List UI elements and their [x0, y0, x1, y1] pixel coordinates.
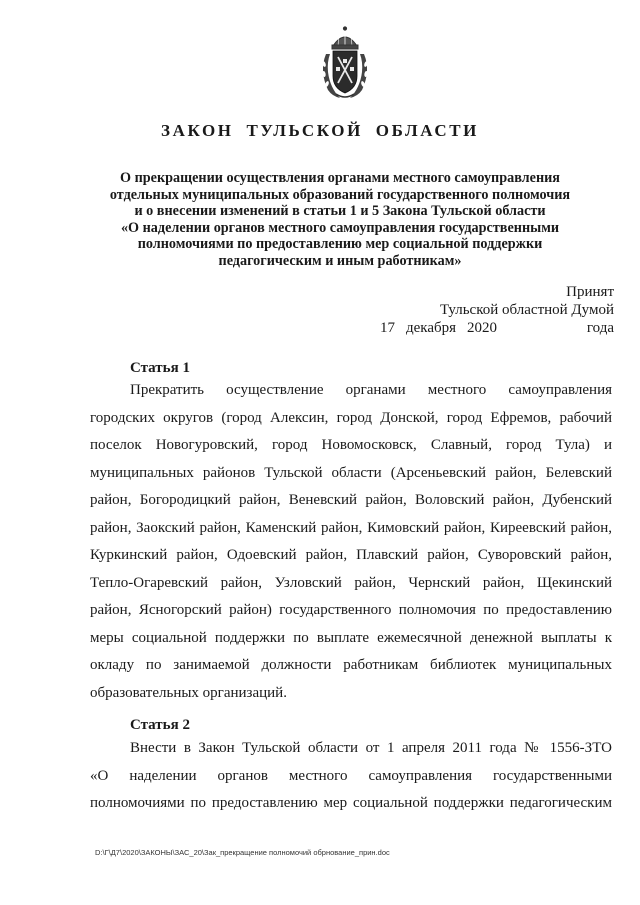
adopted-label: Принят — [566, 284, 614, 300]
article-line: Прекратить осуществление органами местного самоуправления — [130, 382, 612, 398]
article-line: меры социальной поддержки по выплате ежемесячной денежной выплаты к — [90, 629, 612, 646]
subject-line: и о внесении изменений в статьи 1 и 5 Закона Тульской области — [134, 203, 546, 219]
subject-line: полномочиями по предоставлению мер социальной поддержки — [137, 236, 543, 252]
article-line: Тепло-Огаревский район, Узловский район, Чернский район, Щекинский — [90, 574, 612, 591]
article-line: район, Заокский район, Каменский район, Кимовский район, Киреевский район, — [90, 519, 612, 536]
article-2-heading: Статья 2 — [130, 717, 190, 733]
article-line: Внести в Закон Тульской области от 1 апреля 2011 года № 1556-ЗТО — [130, 740, 612, 756]
subject-line: «О наделении органов местного самоуправления государственными — [120, 219, 560, 236]
adoption-year: 2020 — [467, 320, 498, 336]
adoption-date — [380, 319, 614, 337]
article-1-text — [90, 377, 612, 707]
adoption-year-word: года — [586, 320, 614, 336]
file-path-footer: D:\Г\Д7\2020\ЗАКОНЫ\ЗАС_20\Зак_прекращение полномочий обрнование_прин.doc — [95, 848, 390, 857]
adoption-month: декабря — [406, 320, 457, 336]
adoption-day: 17 — [380, 320, 395, 336]
article-line: «О наделении органов местного самоуправления государственными — [90, 767, 612, 784]
article-1-heading: Статья 1 — [130, 360, 190, 376]
law-subject-heading — [60, 170, 620, 269]
article-line: окладу по занимаемой должности работникам библиотек муниципальных — [90, 657, 612, 673]
subject-line: отдельных муниципальных образований государственного полномочия — [109, 186, 571, 203]
article-line: Куркинский район, Одоевский район, Плавский район, Суворовский район, — [90, 547, 612, 563]
law-title: ЗАКОН ТУЛЬСКОЙ ОБЛАСТИ — [161, 121, 479, 140]
article-line: район, Ясногорский район) государственного полномочия по предоставлению — [90, 602, 612, 618]
article-line: район, Богородицкий район, Веневский район, Воловский район, Дубенский — [90, 492, 612, 508]
article-line: городских округов (город Алексин, город Донской, город Ефремов, рабочий — [90, 409, 612, 426]
adopted-by: Тульской областной Думой — [439, 302, 614, 318]
tula-coat-of-arms-emblem — [316, 26, 374, 100]
subject-line: педагогическим и иным работникам» — [218, 252, 462, 269]
article-line: поселок Новогуровский, город Новомосковск, Славный, город Тула) и — [90, 437, 612, 453]
article-line: образовательных организаций. — [90, 684, 287, 701]
adoption-block — [380, 283, 614, 337]
article-line: муниципальных районов Тульской области (Арсеньевский район, Белевский — [90, 464, 612, 481]
article-line: полномочиями по предоставлению мер социальной поддержки педагогическим — [90, 795, 612, 811]
article-2-text — [90, 735, 612, 818]
subject-line: О прекращении осуществления органами местного самоуправления — [120, 170, 560, 186]
